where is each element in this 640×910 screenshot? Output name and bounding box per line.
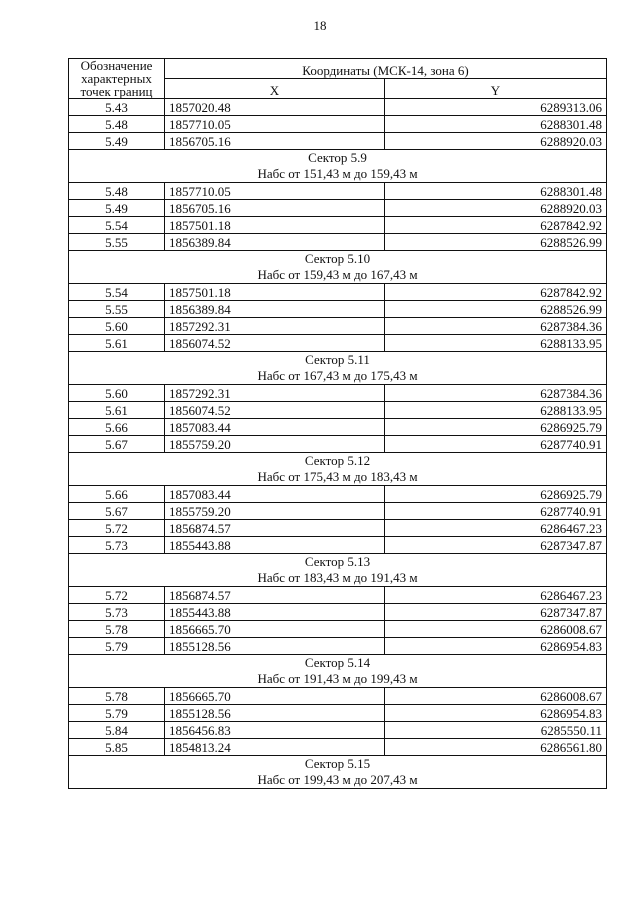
sector-name: Сектор 5.15: [304, 756, 371, 771]
sector-name: Сектор 5.14: [304, 655, 371, 670]
sector-cell: [69, 352, 607, 385]
table-row: [69, 335, 607, 352]
x-coordinate-cell: 1856874.57: [165, 520, 385, 537]
sector-cell: [69, 554, 607, 587]
sector-row: [69, 150, 607, 183]
table-row: [69, 722, 607, 739]
table-row: [69, 116, 607, 133]
y-coordinate-cell: 6287842.92: [385, 284, 607, 301]
table-row: [69, 301, 607, 318]
x-coordinate-cell: 1856074.52: [165, 402, 385, 419]
coordinates-header: Координаты (МСК-14, зона 6): [165, 59, 607, 79]
point-id-cell: 5.60: [69, 385, 165, 402]
coordinates-table: [68, 58, 607, 789]
x-coordinate-cell: 1857292.31: [165, 318, 385, 335]
point-id-cell: 5.49: [69, 200, 165, 217]
point-id-cell: 5.72: [69, 587, 165, 604]
sector-height-range: Набс от 175,43 м до 183,43 м: [257, 469, 418, 484]
x-coordinate-cell: 1856665.70: [165, 688, 385, 705]
y-coordinate-cell: 6287347.87: [385, 604, 607, 621]
table-row: [69, 385, 607, 402]
y-coordinate-cell: 6286467.23: [385, 520, 607, 537]
sector-cell: [69, 655, 607, 688]
point-id-cell: 5.43: [69, 99, 165, 116]
x-coordinate-cell: 1855443.88: [165, 537, 385, 554]
point-id-cell: 5.73: [69, 604, 165, 621]
table-row: [69, 284, 607, 301]
point-id-cell: 5.48: [69, 183, 165, 200]
sector-cell: [69, 453, 607, 486]
x-coordinate-cell: 1855759.20: [165, 436, 385, 453]
sector-name: Сектор 5.13: [304, 554, 371, 569]
point-id-cell: 5.54: [69, 217, 165, 234]
y-coordinate-cell: 6288301.48: [385, 183, 607, 200]
point-id-cell: 5.48: [69, 116, 165, 133]
table-row: [69, 318, 607, 335]
y-coordinate-cell: 6286954.83: [385, 638, 607, 655]
table-row: [69, 200, 607, 217]
x-coordinate-cell: 1855759.20: [165, 503, 385, 520]
point-id-cell: 5.79: [69, 638, 165, 655]
x-coordinate-cell: 1856705.16: [165, 133, 385, 150]
x-coordinate-cell: 1855128.56: [165, 705, 385, 722]
y-coordinate-cell: 6288920.03: [385, 133, 607, 150]
sector-row: [69, 453, 607, 486]
x-coordinate-cell: 1857083.44: [165, 419, 385, 436]
point-designation-header: Обозначение характерных точек границ: [69, 59, 165, 99]
x-coordinate-cell: 1855443.88: [165, 604, 385, 621]
y-coordinate-cell: 6288301.48: [385, 116, 607, 133]
sector-height-range: Набс от 183,43 м до 191,43 м: [257, 570, 418, 585]
sector-name: Сектор 5.10: [304, 251, 371, 266]
sector-name: Сектор 5.11: [305, 352, 370, 367]
x-coordinate-cell: 1856389.84: [165, 234, 385, 251]
table-row: [69, 537, 607, 554]
table-row: [69, 688, 607, 705]
sector-row: [69, 352, 607, 385]
sector-cell: [69, 251, 607, 284]
point-id-cell: 5.66: [69, 419, 165, 436]
y-coordinate-cell: 6286008.67: [385, 621, 607, 638]
x-coordinate-cell: 1857710.05: [165, 183, 385, 200]
table-row: [69, 705, 607, 722]
x-coordinate-cell: 1856874.57: [165, 587, 385, 604]
sector-row: [69, 655, 607, 688]
x-coordinate-cell: 1855128.56: [165, 638, 385, 655]
y-coordinate-cell: 6285550.11: [385, 722, 607, 739]
table-row: [69, 739, 607, 756]
y-coordinate-cell: 6286925.79: [385, 419, 607, 436]
x-column-header: X: [165, 79, 385, 99]
point-id-cell: 5.61: [69, 402, 165, 419]
y-coordinate-cell: 6288526.99: [385, 301, 607, 318]
y-coordinate-cell: 6287384.36: [385, 385, 607, 402]
table-row: [69, 419, 607, 436]
sector-height-range: Набс от 199,43 м до 207,43 м: [257, 772, 418, 787]
y-coordinate-cell: 6287740.91: [385, 436, 607, 453]
sector-cell: [69, 756, 607, 789]
point-id-cell: 5.55: [69, 301, 165, 318]
y-coordinate-cell: 6288920.03: [385, 200, 607, 217]
point-id-cell: 5.54: [69, 284, 165, 301]
y-coordinate-cell: 6286561.80: [385, 739, 607, 756]
point-id-cell: 5.49: [69, 133, 165, 150]
x-coordinate-cell: 1857083.44: [165, 486, 385, 503]
point-id-cell: 5.67: [69, 503, 165, 520]
y-coordinate-cell: 6287842.92: [385, 217, 607, 234]
x-coordinate-cell: 1856074.52: [165, 335, 385, 352]
sector-height-range: Набс от 159,43 м до 167,43 м: [257, 267, 418, 282]
y-coordinate-cell: 6286954.83: [385, 705, 607, 722]
y-coordinate-cell: 6288526.99: [385, 234, 607, 251]
point-id-cell: 5.55: [69, 234, 165, 251]
table-row: [69, 604, 607, 621]
table-row: [69, 621, 607, 638]
sector-row: [69, 554, 607, 587]
table-row: [69, 436, 607, 453]
x-coordinate-cell: 1857292.31: [165, 385, 385, 402]
point-id-cell: 5.72: [69, 520, 165, 537]
point-id-cell: 5.79: [69, 705, 165, 722]
sector-name: Сектор 5.9: [308, 150, 367, 165]
table-header-row: [69, 59, 607, 79]
sector-cell: [69, 150, 607, 183]
y-coordinate-cell: 6287347.87: [385, 537, 607, 554]
x-coordinate-cell: 1856705.16: [165, 200, 385, 217]
point-id-cell: 5.78: [69, 688, 165, 705]
page-number: 18: [313, 18, 327, 33]
x-coordinate-cell: 1856665.70: [165, 621, 385, 638]
point-id-cell: 5.78: [69, 621, 165, 638]
table-row: [69, 99, 607, 116]
x-coordinate-cell: 1856389.84: [165, 301, 385, 318]
sector-row: [69, 251, 607, 284]
y-coordinate-cell: 6287384.36: [385, 318, 607, 335]
y-coordinate-cell: 6286008.67: [385, 688, 607, 705]
table-row: [69, 402, 607, 419]
table-row: [69, 486, 607, 503]
sector-height-range: Набс от 167,43 м до 175,43 м: [257, 368, 418, 383]
x-coordinate-cell: 1857501.18: [165, 217, 385, 234]
point-id-cell: 5.61: [69, 335, 165, 352]
table-row: [69, 638, 607, 655]
point-id-cell: 5.84: [69, 722, 165, 739]
table-row: [69, 587, 607, 604]
table-row: [69, 217, 607, 234]
table-row: [69, 520, 607, 537]
table-row: [69, 183, 607, 200]
point-id-cell: 5.85: [69, 739, 165, 756]
sector-height-range: Набс от 191,43 м до 199,43 м: [257, 671, 418, 686]
y-column-header: Y: [385, 79, 607, 99]
table-row: [69, 503, 607, 520]
sector-name: Сектор 5.12: [304, 453, 371, 468]
x-coordinate-cell: 1856456.83: [165, 722, 385, 739]
y-coordinate-cell: 6288133.95: [385, 402, 607, 419]
y-coordinate-cell: 6287740.91: [385, 503, 607, 520]
y-coordinate-cell: 6289313.06: [385, 99, 607, 116]
point-id-cell: 5.60: [69, 318, 165, 335]
sector-height-range: Набс от 151,43 м до 159,43 м: [257, 166, 418, 181]
point-id-cell: 5.66: [69, 486, 165, 503]
y-coordinate-cell: 6288133.95: [385, 335, 607, 352]
x-coordinate-cell: 1857501.18: [165, 284, 385, 301]
sector-row: [69, 756, 607, 789]
point-id-cell: 5.73: [69, 537, 165, 554]
x-coordinate-cell: 1857710.05: [165, 116, 385, 133]
point-id-cell: 5.67: [69, 436, 165, 453]
y-coordinate-cell: 6286467.23: [385, 587, 607, 604]
y-coordinate-cell: 6286925.79: [385, 486, 607, 503]
x-coordinate-cell: 1857020.48: [165, 99, 385, 116]
table-row: [69, 234, 607, 251]
table-row: [69, 133, 607, 150]
x-coordinate-cell: 1854813.24: [165, 739, 385, 756]
